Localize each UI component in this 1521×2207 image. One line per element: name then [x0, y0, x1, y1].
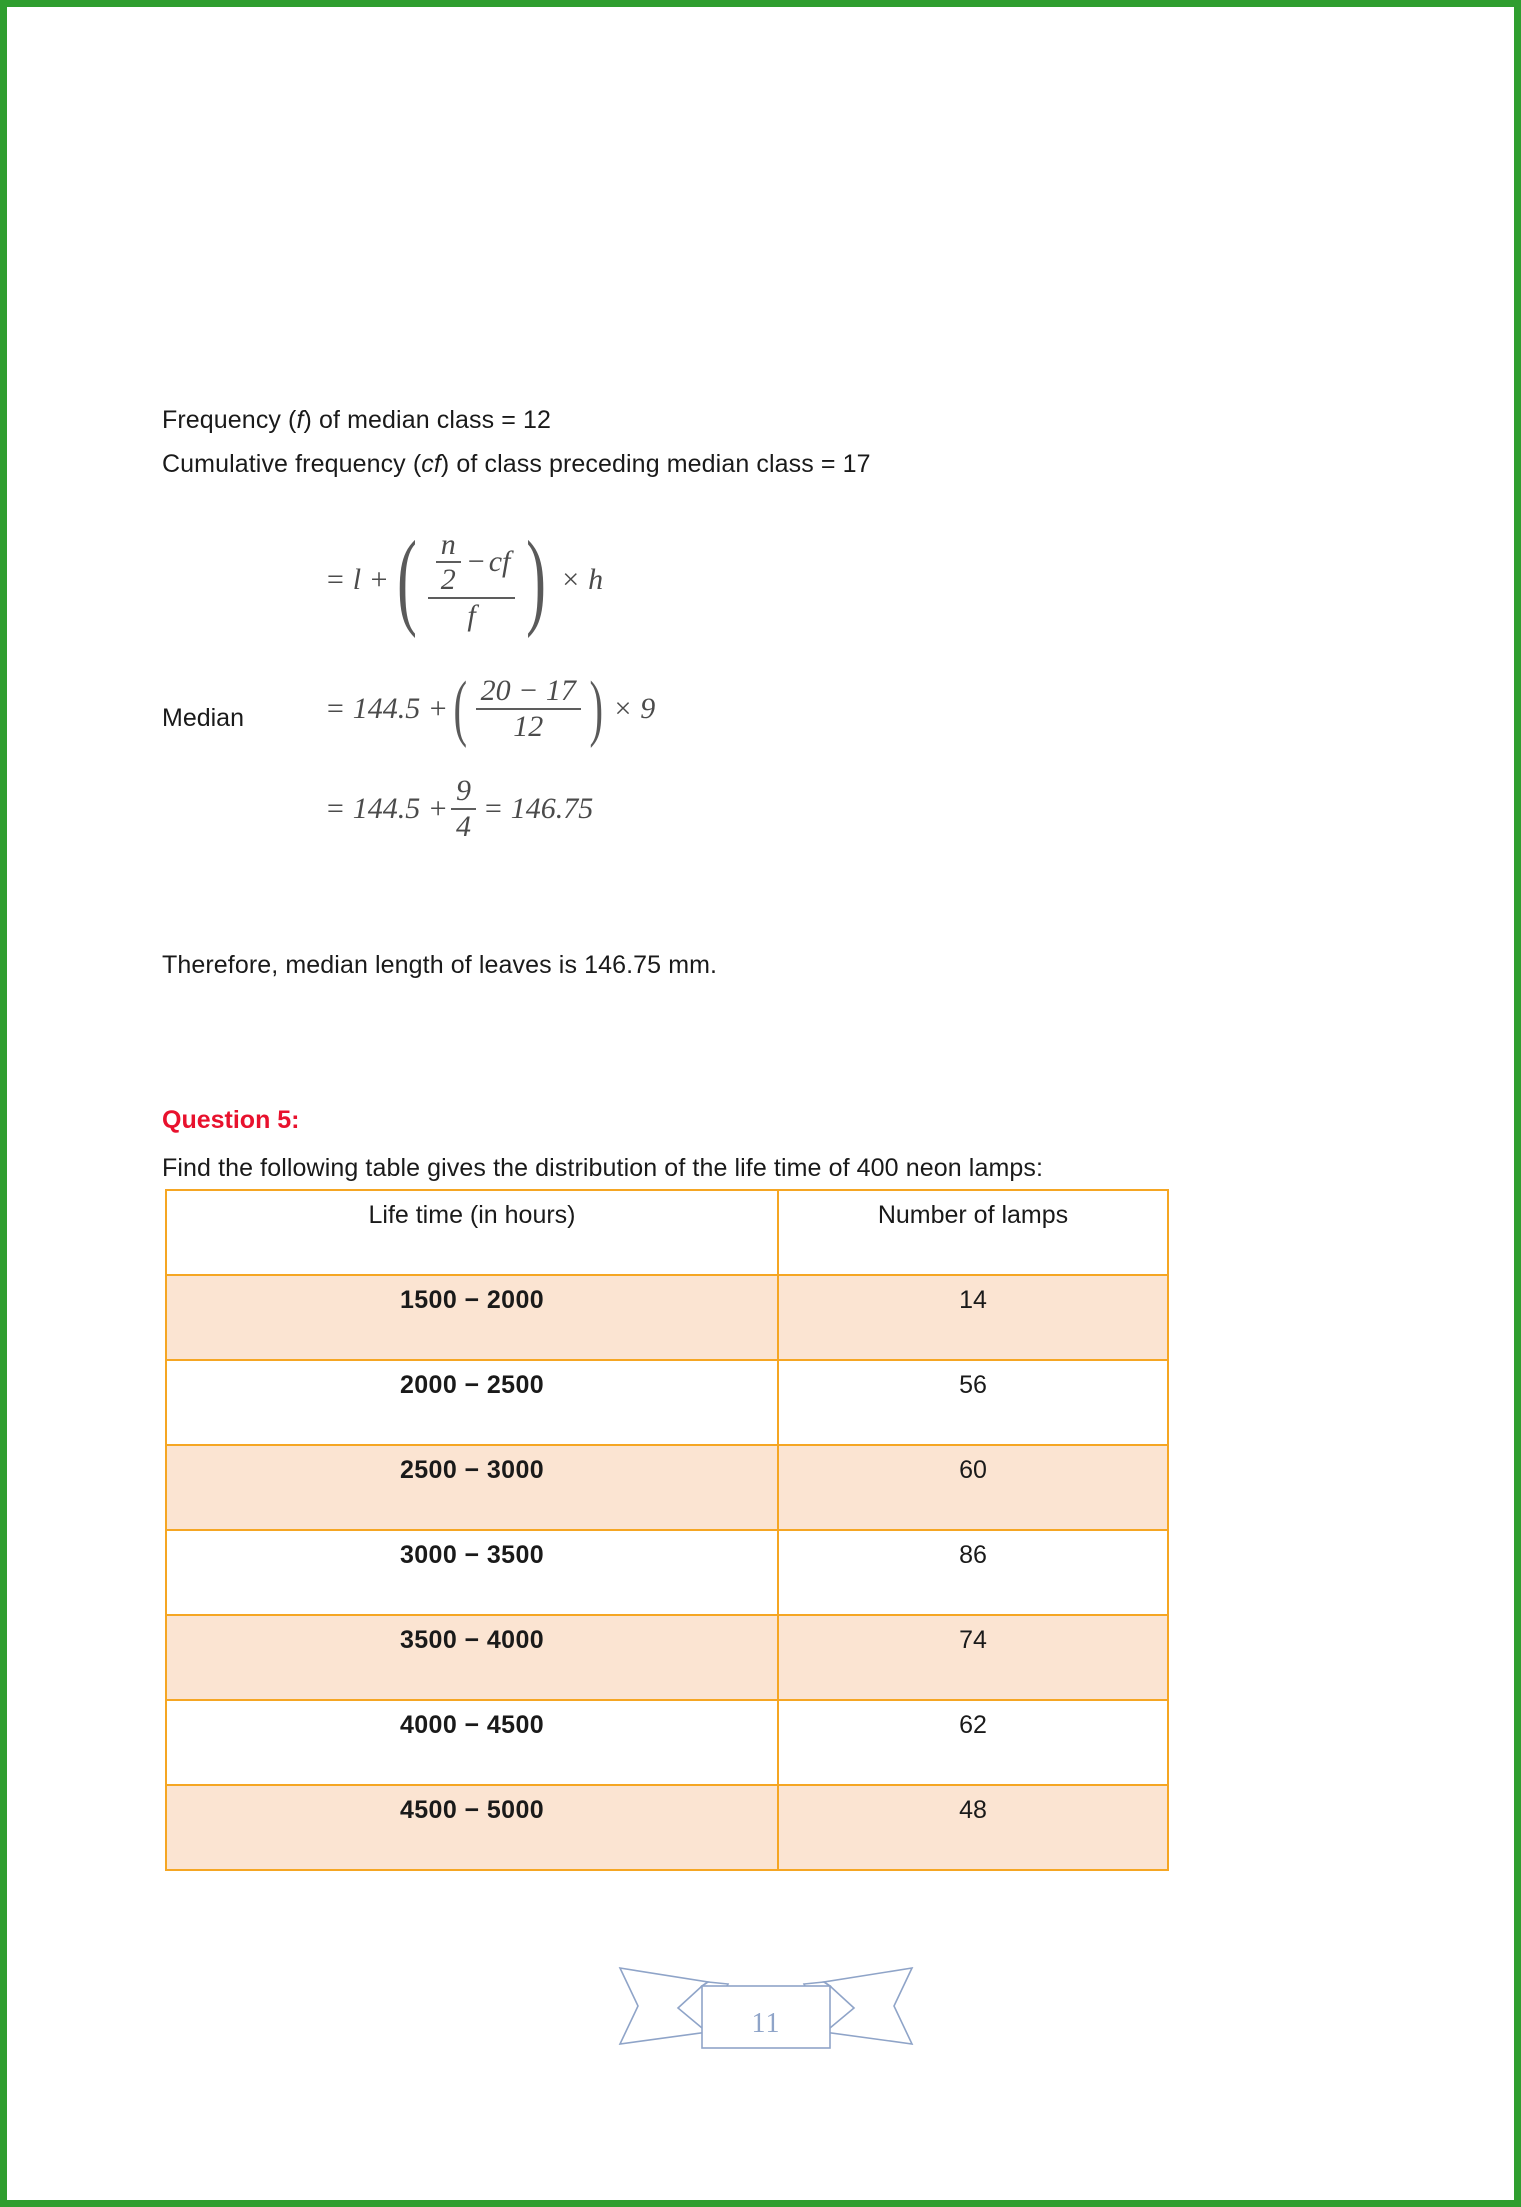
formula-line3-denominator: 4: [456, 810, 471, 843]
cell-interval: 1500 − 2000: [166, 1275, 778, 1360]
lamp-distribution-table: [165, 1189, 1169, 1871]
formula-line-substituted: [325, 655, 745, 763]
formula-line2-lead: = 144.5 +: [325, 692, 448, 725]
right-paren-icon: ): [526, 519, 547, 639]
page-sheet: [7, 7, 1514, 2200]
cell-lamps: 74: [778, 1615, 1168, 1700]
formula-line1-lead: = l +: [325, 563, 389, 596]
cell-lamps: 48: [778, 1785, 1168, 1870]
header-life-time: Life time (in hours): [166, 1190, 778, 1275]
cell-lamps: 56: [778, 1360, 1168, 1445]
table-row: [166, 1275, 1168, 1360]
cell-lamps: 62: [778, 1700, 1168, 1785]
table-row: [166, 1360, 1168, 1445]
formula-line3-tail: = 146.75: [483, 792, 594, 825]
cf-suffix: ) of class preceding median class = 17: [440, 450, 871, 478]
median-label: Median: [162, 704, 244, 732]
cumulative-frequency-line: [162, 448, 871, 482]
table-row: [166, 1445, 1168, 1530]
table-row: [166, 1615, 1168, 1700]
cell-interval: 3500 − 4000: [166, 1615, 778, 1700]
frequency-prefix: Frequency (: [162, 406, 297, 434]
cf-symbol: cf: [421, 450, 441, 478]
table-row: [166, 1785, 1168, 1870]
cell-interval: 2500 − 3000: [166, 1445, 778, 1530]
cf-prefix: Cumulative frequency (: [162, 450, 422, 478]
cell-interval: 4500 − 5000: [166, 1785, 778, 1870]
frequency-symbol: f: [296, 406, 304, 434]
header-number-of-lamps: Number of lamps: [778, 1190, 1168, 1275]
table-header-row: [166, 1190, 1168, 1275]
cell-lamps: 14: [778, 1275, 1168, 1360]
question-prompt: Find the following table gives the distribution of the life time of 400 neon lamps:: [162, 1154, 1044, 1182]
cell-interval: 4000 − 4500: [166, 1700, 778, 1785]
formula-line3-numerator: 9: [456, 774, 471, 808]
formula-line1-f: f: [467, 598, 476, 632]
formula-line-result: [325, 763, 745, 855]
frequency-suffix: ) of median class = 12: [303, 406, 552, 434]
formula-line2-fraction: [476, 674, 581, 743]
formula-line1-n: n: [440, 527, 456, 561]
cell-lamps: 86: [778, 1530, 1168, 1615]
page-number: 11: [751, 2008, 781, 2039]
cell-interval: 2000 − 2500: [166, 1360, 778, 1445]
formula-line1-cf: cf: [488, 545, 511, 579]
frequency-line: [162, 404, 551, 438]
left-paren-icon: (: [453, 667, 468, 750]
table-row: [166, 1700, 1168, 1785]
cell-interval: 3000 − 3500: [166, 1530, 778, 1615]
median-formula-block: [325, 505, 745, 855]
formula-line1-tail: × h: [560, 563, 604, 596]
formula-line1-2: 2: [440, 563, 456, 597]
left-paren-icon: (: [396, 519, 417, 639]
formula-line1-minus: −: [467, 545, 485, 579]
formula-line2-tail: × 9: [612, 692, 656, 725]
question-heading: Question 5:: [162, 1106, 300, 1134]
formula-line-general: [325, 505, 745, 655]
formula-line1-inner-fraction: [436, 528, 461, 597]
formula-line2-numerator: 20 − 17: [480, 674, 576, 708]
right-paren-icon: ): [589, 667, 604, 750]
formula-line3-fraction: [451, 774, 476, 843]
table-row: [166, 1530, 1168, 1615]
formula-line2-denominator: 12: [513, 710, 544, 743]
formula-line3-lead: = 144.5 +: [325, 792, 448, 825]
page-number-ribbon: [616, 1956, 916, 2066]
cell-lamps: 60: [778, 1445, 1168, 1530]
conclusion-text: Therefore, median length of leaves is 146.75 mm.: [162, 951, 718, 979]
formula-line1-fraction: [428, 528, 516, 633]
